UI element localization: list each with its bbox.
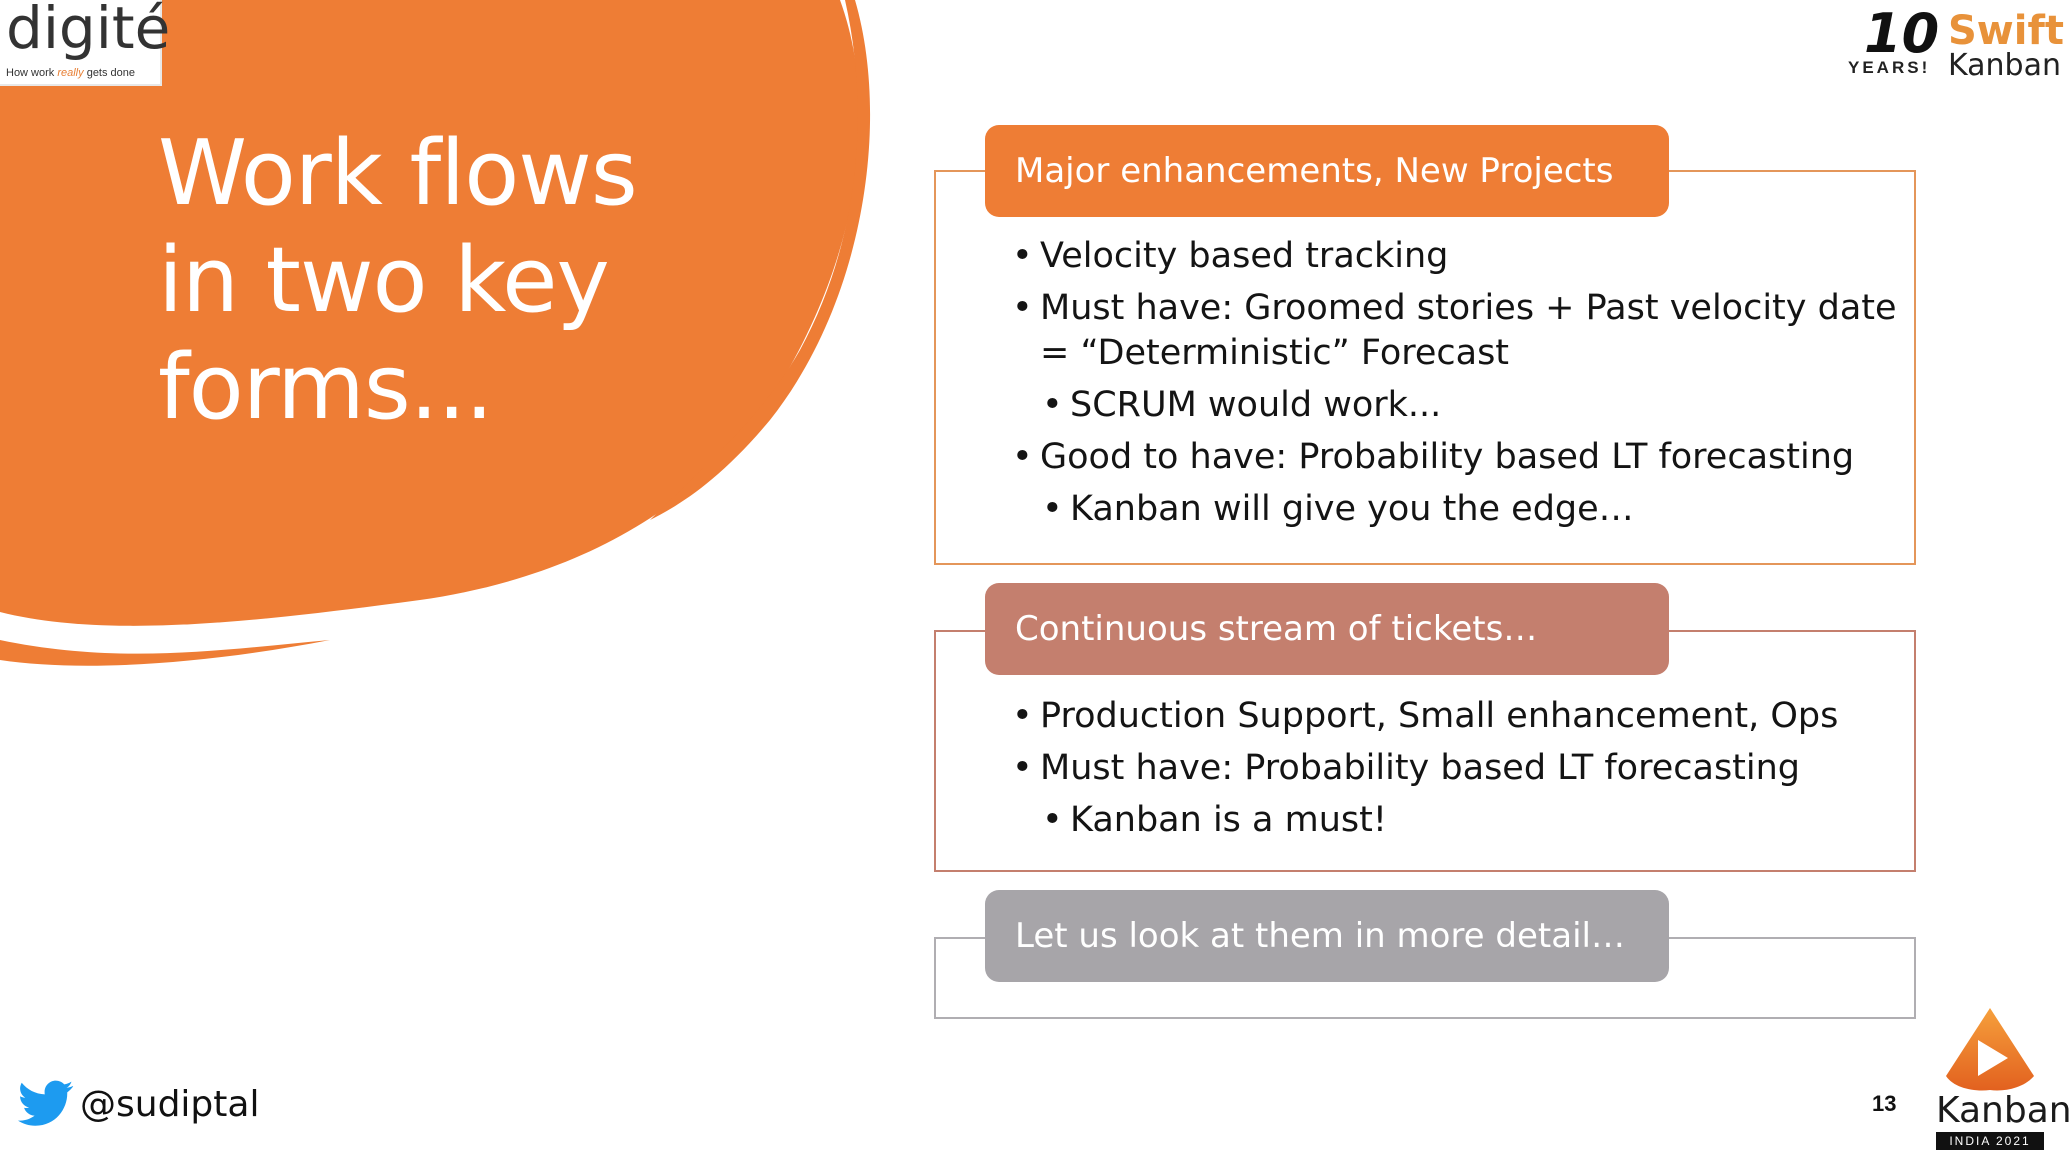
title-line-1: Work flows <box>158 121 637 226</box>
sub-bullet-item: • SCRUM would work... <box>1042 383 1902 428</box>
page-number: 13 <box>1872 1091 1897 1116</box>
section-2-bullets <box>1012 694 1902 850</box>
section-3-header: Let us look at them in more detail… <box>985 890 1669 982</box>
section-1-header: Major enhancements, New Projects <box>985 125 1669 217</box>
slide-title <box>158 120 678 441</box>
sub-bullet-item: • Kanban will give you the edge… <box>1042 487 1902 532</box>
title-line-2: in two key <box>158 228 609 333</box>
twitter-icon <box>18 1080 74 1128</box>
bullet-item: • Good to have: Probability based LT forecasting <box>1012 435 1902 480</box>
bullet-item: • Velocity based tracking <box>1012 234 1902 279</box>
title-line-3: forms... <box>158 335 493 440</box>
kanban-india-wordmark: Kanban <box>1936 1090 2072 1131</box>
section-2-header: Continuous stream of tickets… <box>985 583 1669 675</box>
sub-bullet-item: • Kanban is a must! <box>1042 798 1902 843</box>
section-1-bullets <box>1012 234 1902 539</box>
kanban-india-logo-icon <box>1944 1006 2036 1092</box>
bullet-item: • Must have: Groomed stories + Past velocity date = “Deterministic” Forecast <box>1012 286 1902 376</box>
logo-wordmark: digité <box>6 0 171 62</box>
swift-kanban-text: Kanban <box>1948 48 2061 83</box>
logo-tagline: How work really gets done <box>6 67 136 79</box>
ten-years-number: 10 <box>1864 2 1940 65</box>
twitter-handle: @sudiptal <box>80 1084 260 1125</box>
bullet-item: • Must have: Probability based LT forecasting <box>1012 746 1902 791</box>
digite-logo <box>0 0 171 86</box>
kanban-india-year: INDIA 2021 <box>1936 1132 2044 1150</box>
bullet-item: • Production Support, Small enhancement, Ops <box>1012 694 1902 739</box>
ten-years-label: YEARS! <box>1848 58 1931 77</box>
swift-logo-text: Swift <box>1948 8 2064 54</box>
